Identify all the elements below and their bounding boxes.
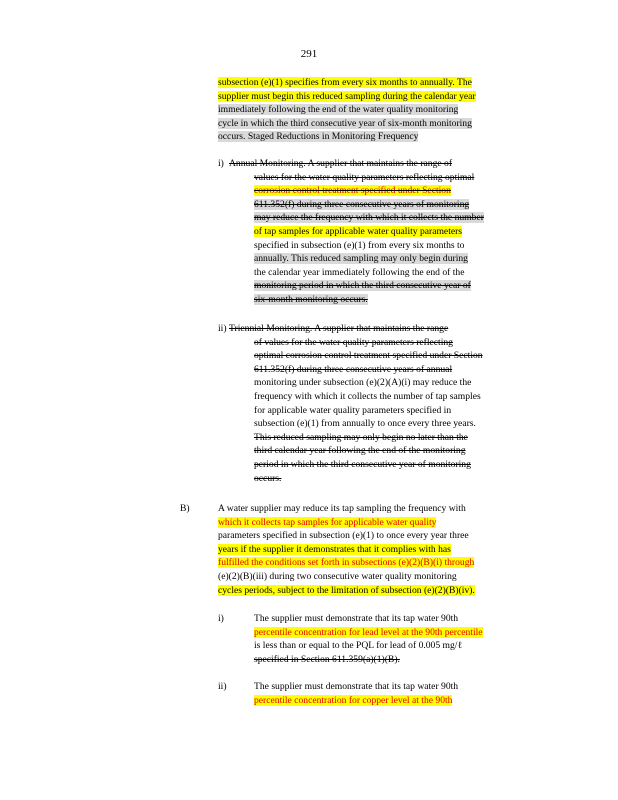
section-b-paragraph: [218, 502, 538, 597]
text-line-content: supplier must begin this reduced sampling during the calendar year: [218, 90, 476, 102]
item-label: ii): [218, 681, 227, 692]
text-line-content: years if the supplier it demonstrates that it complies with has: [218, 543, 451, 555]
text-line: [229, 349, 539, 363]
text-line: [229, 171, 539, 185]
text-line-content: subsection (e)(1) specifies from every six months to annually. The: [218, 77, 472, 88]
text-line-content: The supplier must demonstrate that its tap water 90th: [254, 681, 459, 692]
text-line: [229, 458, 539, 472]
text-line-content: period in which the third consecutive year of monitoring: [254, 458, 471, 470]
text-line: [218, 556, 538, 570]
text-line: [218, 117, 538, 131]
text-line: [218, 529, 538, 543]
text-line: [218, 516, 538, 530]
text-line: [229, 266, 539, 280]
item-label: i): [218, 613, 224, 624]
copper-condition-paragraph: [254, 680, 540, 707]
text-line-content: corrosion control treatment specified under Section: [254, 185, 451, 197]
text-line: [229, 279, 539, 293]
text-line-content: for applicable water quality parameters specified in: [254, 404, 452, 416]
annual-monitoring-paragraph: [229, 157, 539, 307]
text-line: [254, 626, 540, 640]
text-line: [229, 198, 539, 212]
text-line: [229, 390, 539, 404]
triennial-monitoring-paragraph: [229, 322, 539, 485]
text-line-content: is less than or equal to the PQL for lead of 0.005 mg/ℓ: [254, 640, 463, 652]
text-line: [229, 363, 539, 377]
text-line-content: optimal corrosion control treatment specified under Section: [254, 350, 483, 362]
text-line: [218, 130, 538, 144]
text-line: [218, 502, 538, 516]
text-line: [229, 239, 539, 253]
text-line: [229, 417, 539, 431]
text-line: [229, 184, 539, 198]
section-label: B): [180, 503, 190, 514]
text-line: [254, 612, 540, 626]
text-line: [229, 211, 539, 225]
text-line: [229, 472, 539, 486]
text-line: [218, 584, 538, 598]
text-line: [229, 431, 539, 445]
text-line: [254, 653, 540, 667]
text-line-content: Annual Monitoring. A supplier that maintains the range of: [229, 158, 453, 169]
text-line-content: immediately following the end of the water quality monitoring: [218, 104, 459, 116]
text-line: [229, 376, 539, 390]
text-line-content: percentile concentration for lead level at the 90th percentile: [254, 626, 483, 638]
text-line: [229, 322, 539, 336]
text-line-content: fulfilled the conditions set forth in subsections (e)(2)(B)(i) through: [218, 557, 475, 569]
text-line: [254, 639, 540, 653]
text-line-content: six-month monitoring occurs.: [254, 293, 368, 305]
text-line-content: values for the water quality parameters reflecting optimal: [254, 171, 475, 183]
text-line-content: may reduce the frequency with which it collects the number: [254, 212, 484, 224]
page-number: 291: [300, 48, 318, 60]
text-line-content: frequency with which it collects the number of tap samples: [254, 390, 481, 402]
text-line: [229, 157, 539, 171]
text-line: [254, 680, 540, 694]
text-line-content: cycle in which the third consecutive year of six-month monitoring: [218, 117, 472, 129]
text-line-content: parameters specified in subsection (e)(1) to once every year three: [218, 530, 469, 542]
text-line: [229, 336, 539, 350]
text-line-content: annually. This reduced sampling may only begin during: [254, 253, 468, 265]
text-line-content: which it collects tap samples for applicable water quality: [218, 516, 437, 528]
text-line: [254, 694, 540, 708]
text-line: [218, 90, 538, 104]
text-line-content: cycles periods, subject to the limitation of subsection (e)(2)(B)(iv).: [218, 584, 475, 596]
text-line: [229, 404, 539, 418]
text-line-content: (e)(2)(B)(iii) during two consecutive water quality monitoring: [218, 570, 457, 582]
text-line-content: occurs.: [254, 472, 282, 484]
text-line-content: The supplier must demonstrate that its tap water 90th: [254, 613, 459, 624]
text-line-content: subsection (e)(1) from annually to once every three years.: [254, 418, 476, 430]
text-line-content: the calendar year immediately following the end of the: [254, 266, 465, 278]
text-line-content: 611.352(f) during three consecutive years of annual: [254, 363, 453, 375]
lead-condition-paragraph: [254, 612, 540, 666]
text-line: [229, 225, 539, 239]
text-line-content: monitoring period in which the third consecutive year of: [254, 280, 471, 292]
text-line-content: percentile concentration for copper level at the 90th: [254, 694, 453, 706]
text-line-content: specified in subsection (e)(1) from every six months to: [254, 239, 465, 251]
text-line: [218, 570, 538, 584]
text-line-content: of tap samples for applicable water quality parameters: [254, 225, 463, 237]
text-line: [218, 76, 538, 90]
text-line-content: occurs. Staged Reductions in Monitoring Frequency: [218, 131, 419, 143]
text-line: [229, 293, 539, 307]
text-line-content: Triennial Monitoring. A supplier that maintains the range: [229, 323, 449, 334]
continuation-paragraph: [218, 76, 538, 144]
text-line-content: specified in Section 611.359(a)(1)(B).: [254, 653, 400, 665]
item-label: ii): [218, 323, 227, 334]
text-line: [218, 103, 538, 117]
text-line-content: monitoring under subsection (e)(2)(A)(i) may reduce the: [254, 377, 472, 389]
text-line: [218, 543, 538, 557]
text-line-content: third calendar year following the end of the monitoring: [254, 445, 466, 457]
text-line-content: of values for the water quality parameters reflecting: [254, 336, 453, 348]
text-line: [229, 444, 539, 458]
item-label: i): [218, 158, 224, 169]
text-line-content: This reduced sampling may only begin no later than the: [254, 431, 468, 443]
text-line: [229, 252, 539, 266]
text-line-content: 611.352(f) during three consecutive years of monitoring: [254, 198, 470, 210]
text-line-content: A water supplier may reduce its tap sampling the frequency with: [218, 503, 466, 514]
